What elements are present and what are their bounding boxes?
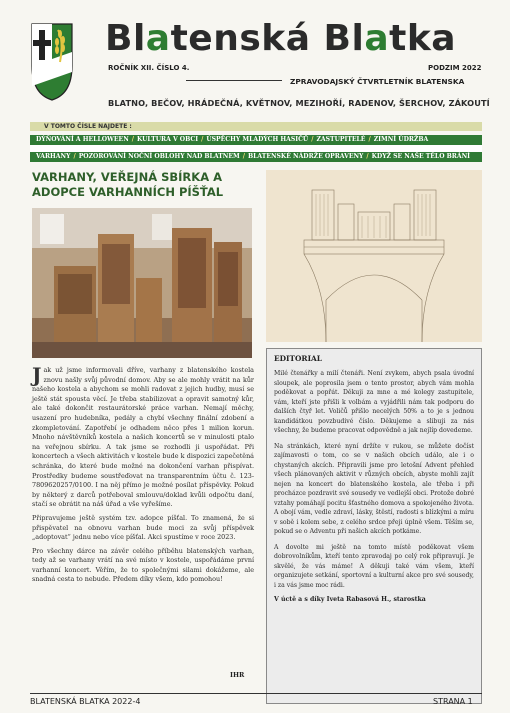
- toc-item[interactable]: KDYŽ SE NAŠE TĚLO BRÁNÍ: [371, 153, 471, 160]
- article-paragraph-1: Jak už jsme informovali dříve, varhany z blatenského kostela znovu našly svůj původní domov. Aby se ale mohly vrátit na kůr našeho kostela a abychom se mohli radovat z jejich hudby, musí se ještě stát spousta věcí. Je třeba stabilizovat a opravit samotný kůr, ale také dokončit restaurátorské práce varhan. Nemají měchy, usazení pro hudebníka, pedály a chybí všechny finální zdobení a zkompletování. Zapotřebí je odhadem něco přes 1 milion korun. Mnoho návštěvníků kostela a našich koncertů se v minulosti ptalo na veřejnou sbírku. A tak jsme se rozhodli ji uspořádat. Při koncertech a všech aktivitách v kostele bude k dispozici zapečetěná schránka, do které bude možné na dokončení varhan přispívat. Prostředky budeme soustřeďovat na transparentním účtu č. 123-7809620257/0100. I na něj přímo je možné posílat příspěvky. Pokud by některý z darců potřeboval smlouvu/doklad kvůli odpočtu daní, stačí se obrátit na náš úřad a vše vyřešíme.: [32, 363, 254, 509]
- editorial-paragraph-2: Na stránkách, které nyní držíte v rukou, se můžete dočíst zajímavosti o tom, co se v našich obcích událo, ale i o chystaných akcích. Připravili jsme pro letošní Advent přehled všech plánovaných aktivit v různých obcích, abyste mohli zajít nejen na koncert do blatenského kostela, ale třeba i při procházce pozdravit své sousedy ve vedlejší obci. Protože dobré vztahy pomáhají pocitu šťastného domova a spokojeného života. A obojí vám, vedle zdraví, lásky, štěstí, radosti s blízkými a míru v sobě i kolem sebe, z celého srdce přeji úplně všem. Těším se, pokud se o Adventu při našich akcích potkáme.: [274, 442, 474, 535]
- newsletter-title: Blatenská Blatka: [105, 18, 457, 59]
- toc-gap: [30, 145, 482, 152]
- editorial-paragraph-3: A dovolte mi ještě na tomto místě poděkovat všem dobrovolníkům, kteří tento zpravodaj po celý rok připravují. Je skvělé, že vás máme! A děkuji také vám všem, kteří organizujete setkání, sportovní a kulturní akce pro své sousedy, i za vás jsme moc rádi.: [274, 543, 474, 589]
- article-paragraph-2: Připravujeme ještě systém tzv. adopce píšťal. To znamená, že si přispěvatel na obnovu varhan bude moci za svůj příspěvek „adoptovat“ jednu nebo více píšťal. Akci spustíme v roce 2023.: [32, 513, 254, 542]
- editorial-signature: V úctě a s díky Iveta Rabasová H., starostka: [274, 596, 426, 603]
- toc-row-2: VARHANY / POZOROVÁNÍ NOČNÍ OBLOHY NAD BLATNEM / BLATENSKÉ NÁDRŽE OPRAVENY / KDYŽ SE NAŠE TĚLO BRÁNÍ: [30, 152, 482, 162]
- footer-page-number: STRANA 1: [433, 697, 473, 706]
- editorial-title: EDITORIAL: [274, 354, 322, 363]
- organ-drawing-image: [266, 170, 482, 342]
- newsletter-subtitle: ZPRAVODAJSKÝ ČTVRTLETNÍK BLATENSKA: [290, 77, 465, 86]
- article-paragraph-3: Pro všechny dárce na závěr celého příběhu blatenských varhan, tedy až se varhany vrátí na své místo v kostele, uspořádáme první varhanní koncert. Věřím, že to společnými silami dokážeme, ale snadná cesta to nebude. Předem díky všem, kdo pomohou!: [32, 546, 254, 584]
- village-list: BLATNO, BEČOV, HRÁDEČNÁ, KVĚTNOV, MEZIHOŘÍ, RADENOV, ŠERCHOV, ZÁKOUTÍ: [108, 98, 490, 108]
- editorial-body: [274, 369, 474, 590]
- footer-publication: BLATENSKÁ BLATKA 2022-4: [30, 697, 141, 706]
- header-divider: [186, 80, 282, 81]
- drop-cap: J: [32, 363, 42, 387]
- article-body: [32, 363, 254, 589]
- toc-item[interactable]: BLATENSKÉ NÁDRŽE OPRAVENY: [247, 153, 364, 160]
- issue-season: PODZIM 2022: [428, 64, 482, 72]
- toc-heading: V TOMTO ČÍSLE NAJDETE :: [30, 122, 482, 131]
- toc-item[interactable]: ÚSPĚCHY MLADÝCH HASIČŮ: [206, 136, 309, 143]
- toc-item[interactable]: ZIMNÍ ÚDRŽBA: [373, 136, 429, 143]
- toc-item[interactable]: DÝŇOVÁNÍ A HELLOWEEN: [36, 136, 129, 143]
- article-headline: VARHANY, VEŘEJNÁ SBÍRKA A ADOPCE VARHANNÍCH PÍŠŤAL: [32, 170, 224, 199]
- toc-item[interactable]: VARHANY: [36, 153, 71, 160]
- organ-photo: [32, 208, 252, 358]
- issue-number: ROČNÍK XII. ČÍSLO 4.: [108, 64, 190, 72]
- editorial-box: [266, 348, 482, 704]
- footer-divider: [30, 693, 482, 694]
- editorial-paragraph-1: Milé čtenářky a milí čtenáři. Není zvykem, abych psala úvodní sloupek, ale poprosila jsem o tento prostor, abych vám mohla poděkovat a popřát. Děkuji za mne a mé kolegy zastupitele, vám, kteří jste přišli k volbám a vyjádřili nám tak podporu do dalších čtyř let. Voličů přišlo necelých 50% a to je s jednou kandidátkou povzbudivé číslo. Děkujeme a slibuji za nás všechny, že budeme pracovat odpovědně a jak nejlíp dovedeme.: [274, 370, 474, 434]
- toc-item[interactable]: POZOROVÁNÍ NOČNÍ OBLOHY NAD BLATNEM: [78, 153, 240, 160]
- municipal-crest-logo: [30, 22, 74, 102]
- toc-item[interactable]: KULTURA V OBCI: [137, 136, 199, 143]
- toc-item[interactable]: ZASTUPITELÉ: [316, 136, 366, 143]
- article-signature: IHR: [230, 671, 245, 679]
- toc-row-1: DÝŇOVÁNÍ A HELLOWEEN / KULTURA V OBCI / ÚSPĚCHY MLADÝCH HASIČŮ / ZASTUPITELÉ / ZIMNÍ ÚDRŽBA: [30, 135, 482, 145]
